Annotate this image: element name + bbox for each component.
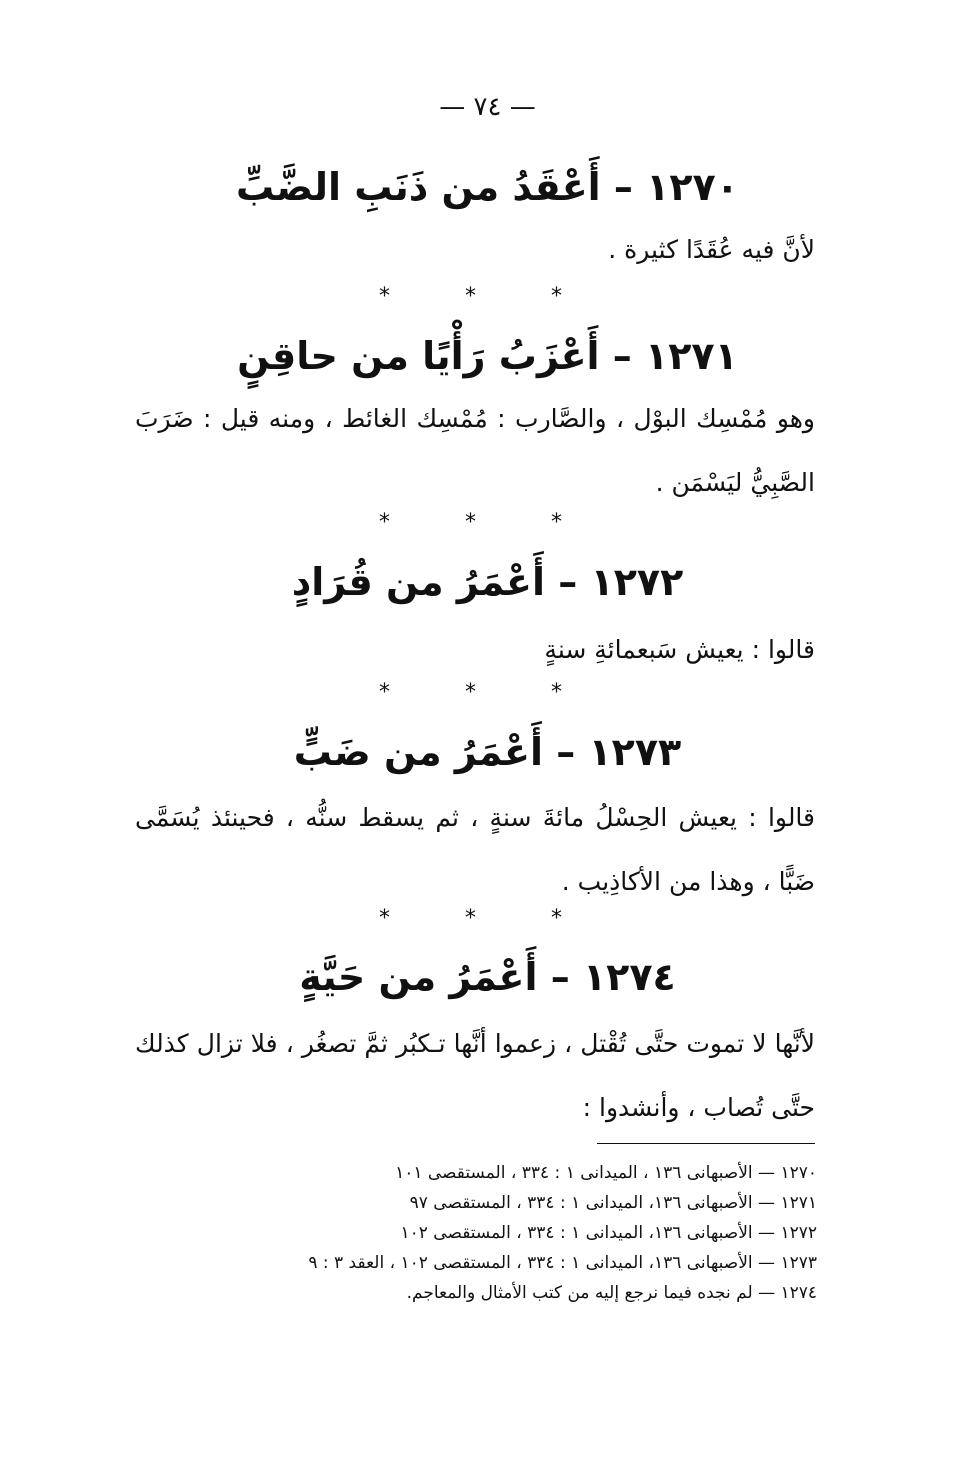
separator-stars: * * * (379, 680, 596, 705)
footnote-1273: ١٢٧٣ — الأصبهانى ١٣٦، الميدانى ١ : ٣٣٤ ، المستقصى ١٠٢ ، العقد ٣ : ٩ (308, 1253, 817, 1273)
footnote-1271: ١٢٧١ — الأصبهانى ١٣٦، الميدانى ١ : ٣٣٤ ، المستقصى ٩٧ (409, 1193, 817, 1213)
footnote-1270: ١٢٧٠ — الأصبهانى ١٣٦ ، الميدانى ١ : ٣٣٤ ، المستقصى ١٠١ (395, 1163, 817, 1183)
entry-heading-1273: ١٢٧٣ – أَعْمَرُ من ضَبٍّ (293, 730, 682, 774)
entry-text-1271: وهو مُمْسِك البوْل ، والصَّارب : مُمْسِك الغائط ، ومنه قيل : ضَرَبَ الصَّبِيُّ ليَسْمَن . (135, 404, 815, 497)
footnote-divider (597, 1143, 815, 1144)
separator-stars: * * * (379, 284, 596, 309)
entry-heading-1274: ١٢٧٤ – أَعْمَرُ من حَيَّةٍ (299, 955, 676, 999)
entry-text-1272: قالوا : يعيش سَبعمائةِ سنةٍ (544, 635, 815, 664)
footnote-1274: ١٢٧٤ — لم نجده فيما نرجع إليه من كتب الأمثال والمعاجم. (406, 1283, 817, 1303)
entry-text-1274: لأنَّها لا تموت حتَّى تُقْتل ، زعموا أنَّها تـكبُر ثمَّ تصغُر ، فلا تزال كذلك حتَّى تُصاب ، وأنشدوا : (135, 1029, 815, 1122)
footnotes (117, 1158, 817, 1308)
separator-stars: * * * (379, 906, 596, 931)
entry-text-1273: قالوا : يعيش الحِسْلُ مائةَ سنةٍ ، ثم يسقط سنُّه ، فحينئذ يُسَمَّى ضَبًّا ، وهذا من الأكاذِيب . (135, 803, 815, 896)
page-number: — ٧٤ — (439, 92, 536, 122)
entry-heading-1271: ١٢٧١ – أَعْزَبُ رَأْيًا من حاقِنٍ (237, 334, 738, 378)
entry-heading-1272: ١٢٧٢ – أَعْمَرُ من قُرَادٍ (291, 560, 684, 604)
separator-stars: * * * (379, 510, 596, 535)
entry-heading-1270: ١٢٧٠ – أَعْقَدُ من ذَنَبِ الضَّبِّ (236, 165, 739, 209)
footnote-1272: ١٢٧٢ — الأصبهانى ١٣٦، الميدانى ١ : ٣٣٤ ، المستقصى ١٠٢ (400, 1223, 817, 1243)
entry-text-1270: لأنَّ فيه عُقَدًا كثيرة . (608, 235, 815, 264)
